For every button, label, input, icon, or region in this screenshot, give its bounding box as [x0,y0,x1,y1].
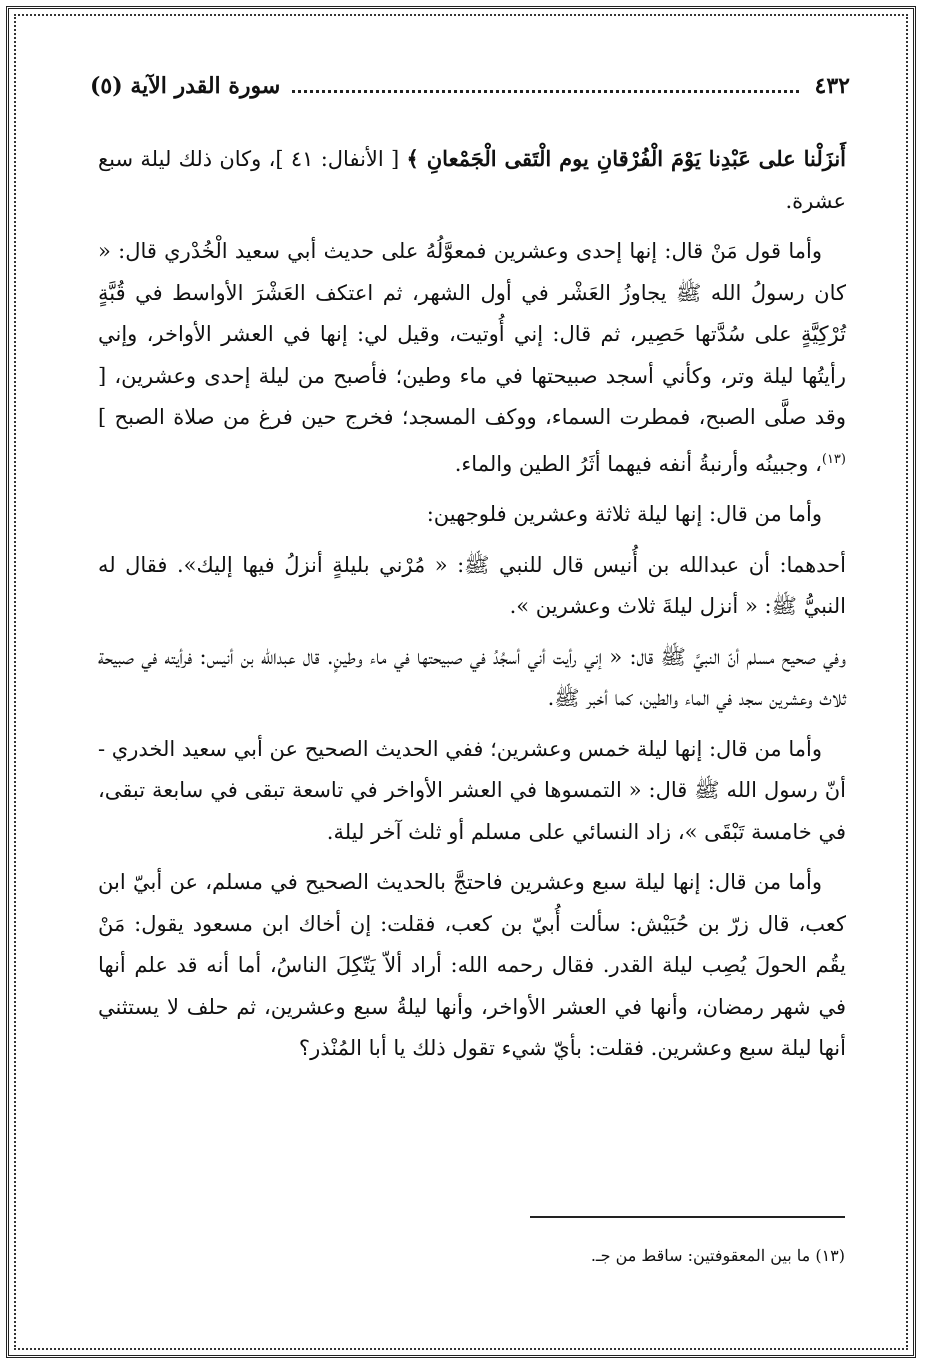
page-number: ٤٣٢ [814,73,850,99]
paragraph-2-end: ، وجبينُه وأرنبةُ أنفه فيهما أثَرُ الطين والماء. [454,451,822,476]
footnote: (١٣) ما بين المعقوفتين: ساقط من جـ. [590,1246,845,1265]
paragraph-1 [98,138,846,222]
paragraph-1-rest: [ الأنفال: ٤١ ]، وكان ذلك ليلة سبع عشرة. [98,147,846,213]
running-title: سورة القدر الآية (٥) [90,73,281,99]
footnote-separator [530,1216,845,1218]
header-dot-leader [292,80,798,93]
paragraph-2-text: وأما قول مَنْ قال: إنها إحدى وعشرين فمعوَّلُهُ على حديث أبي سعيد الْخُدْري قال: « كان رسولُ الله ﷺ يجاوزُ العَشْر في أول الشهر، ثم اعتكف العَشْرَ الأواسط في قُبَّةٍ تُرْكِيَّةٍ على سُدَّتها حَصِير، ثم قال: إني أُوتيت، وقيل لي: إنها في العشر الأواخر، وإني رأيتُها ليلة وتر، وكأني أسجد صبيحتها في ماء وطين؛ فأصبح من ليلة إحدى وعشرين، [ وقد صلَّى الصبح، فمطرت السماء، ووكف المسجد؛ فخرج حين فرغ من صلاة الصبح ] [98,239,846,429]
paragraph-6: وأما من قال: إنها ليلة خمس وعشرين؛ ففي الحديث الصحيح عن أبي سعيد الخدري - أنّ رسول الله ﷺ قال: « التمسوها في العشر الأواخر في تاسعة تبقى في سابعة تبقى، في خامسة تَبْقَى »، زاد النسائي على مسلم أو ثلث آخر ليلة. [98,736,846,844]
page-header [90,66,850,106]
quran-verse: أَنزَلْنا على عَبْدِنا يَوْمَ الْفُرْقانِ يوم الْتَقى الْجَمْعانِ ﴾ [406,146,846,171]
paragraph-7: وأما من قال: إنها ليلة سبع وعشرين فاحتجَّ بالحديث الصحيح في مسلم، عن أبيّ ابن كعب، قال زرّ بن حُبَيْش: سألت أُبيّ بن كعب، فقلت: إن أخاك ابن مسعود يقول: مَنْ يقُم الحولَ يُصِب ليلة القدر. فقال رحمه الله: أراد ألاّ يَتّكِلَ الناسُ، أما أنه قد علم أنها في شهر رمضان، وأنها في العشر الأواخر، وأنها ليلةُ سبع وعشرين، ثم حلف لا يستثني أنها ليلة سبع وعشرين. فقلت: بأيّ شيء تقول ذلك يا أبا المُنْذر؟ [98,870,846,1060]
paragraph-2 [98,231,846,485]
paragraph-5: وفي صحيح مسلم أنّ النبيَّ ﷺ قال: « إني رأيت أني أسجُدُ في صبيحتها في ماء وطينٍ. قال عبدالله بن أنيس: فرأيته في صبيحة ثلاث وعشرين سجد في الماء والطين، كما أخبر ﷺ. [98,644,846,710]
paragraph-4: أحدهما: أن عبدالله بن أُنيس قال للنبي ﷺ: « مُرْني بليلةٍ أنزلُ فيها إليك». فقال له النبيُّ ﷺ: « أنزل ليلةَ ثلاث وعشرين ». [98,552,846,618]
main-text [98,138,846,1079]
paragraph-3: وأما من قال: إنها ليلة ثلاثة وعشرين فلوجهين: [426,502,822,526]
footnote-ref[interactable]: (١٣) [821,451,846,467]
